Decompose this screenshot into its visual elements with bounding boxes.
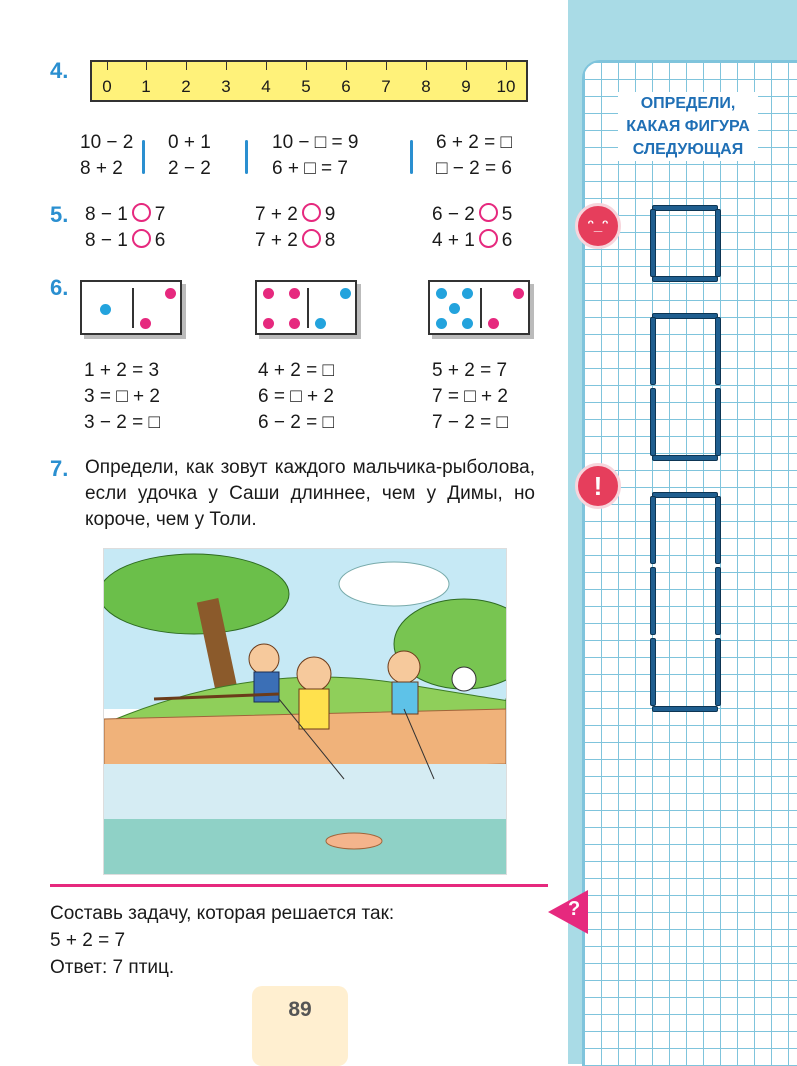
bottom-line-2: 5 + 2 = 7 xyxy=(50,930,126,951)
expression: 6 + □ = 7 xyxy=(272,158,348,179)
ruler-label: 4 xyxy=(261,77,271,96)
ruler-label: 5 xyxy=(301,77,311,96)
domino xyxy=(80,280,182,335)
equation: 3 − 2 = □ xyxy=(84,412,160,433)
ruler-label: 6 xyxy=(341,77,351,96)
task-6-number: 6. xyxy=(50,275,69,300)
ruler-label: 7 xyxy=(381,77,391,96)
ruler-label: 9 xyxy=(461,77,471,96)
divider-line xyxy=(50,884,548,887)
task-7-text: Определи, как зовут каждого мальчика-рыболова, если удочка у Саши длиннее, чем у Димы, но короче, чем у Толи. xyxy=(85,457,535,530)
ruler-label: 1 xyxy=(141,77,151,96)
comparison: 8 − 1 6 xyxy=(85,230,166,251)
sidebar-title: ОПРЕДЕЛИ, КАКАЯ ФИГУРА СЛЕДУЮЩАЯ xyxy=(618,92,758,161)
ruler-label: 0 xyxy=(102,77,112,96)
equation: 6 − 2 = □ xyxy=(258,412,334,433)
comparison: 6 − 2 5 xyxy=(432,204,513,225)
page-number: 89 xyxy=(252,986,348,1066)
expression: 6 + 2 = □ xyxy=(436,132,512,153)
equation: 1 + 2 = 3 xyxy=(84,360,160,381)
equation: 3 = □ + 2 xyxy=(84,386,160,407)
expression: 10 − □ = 9 xyxy=(272,132,359,153)
expression: 8 + 2 xyxy=(80,158,123,179)
question-mark: ? xyxy=(568,898,581,920)
ruler-label: 2 xyxy=(181,77,191,96)
expression: 10 − 2 xyxy=(80,132,134,153)
domino xyxy=(255,280,357,335)
comparison: 7 + 2 9 xyxy=(255,204,336,225)
ruler-label: 3 xyxy=(221,77,231,96)
task-4-number: 4. xyxy=(50,58,69,83)
comparison: 4 + 1 6 xyxy=(432,230,513,251)
bottom-line-1: Составь задачу, которая решается так: xyxy=(50,903,395,924)
equation: 6 = □ + 2 xyxy=(258,386,334,407)
domino xyxy=(428,280,530,335)
separator xyxy=(142,140,145,174)
equation: 5 + 2 = 7 xyxy=(432,360,508,381)
task-7-number: 7. xyxy=(50,456,69,481)
expression: 0 + 1 xyxy=(168,132,211,153)
equation: 4 + 2 = □ xyxy=(258,360,334,381)
separator xyxy=(245,140,248,174)
bottom-task xyxy=(50,900,394,981)
bottom-line-3: Ответ: 7 птиц. xyxy=(50,957,175,978)
exclamation-icon: ! xyxy=(575,463,621,509)
number-ruler xyxy=(90,60,528,102)
ruler-label: 10 xyxy=(496,77,516,96)
fishing-illustration xyxy=(103,548,507,875)
ruler-label: 8 xyxy=(421,77,431,96)
equation: 7 = □ + 2 xyxy=(432,386,508,407)
separator xyxy=(410,140,413,174)
comparison: 8 − 1 7 xyxy=(85,204,166,225)
task-5-number: 5. xyxy=(50,202,69,227)
face-icon: ᵔ_ᵔ xyxy=(575,203,621,249)
equation: 7 − 2 = □ xyxy=(432,412,508,433)
comparison: 7 + 2 8 xyxy=(255,230,336,251)
expression: □ − 2 = 6 xyxy=(436,158,512,179)
expression: 2 − 2 xyxy=(168,158,211,179)
